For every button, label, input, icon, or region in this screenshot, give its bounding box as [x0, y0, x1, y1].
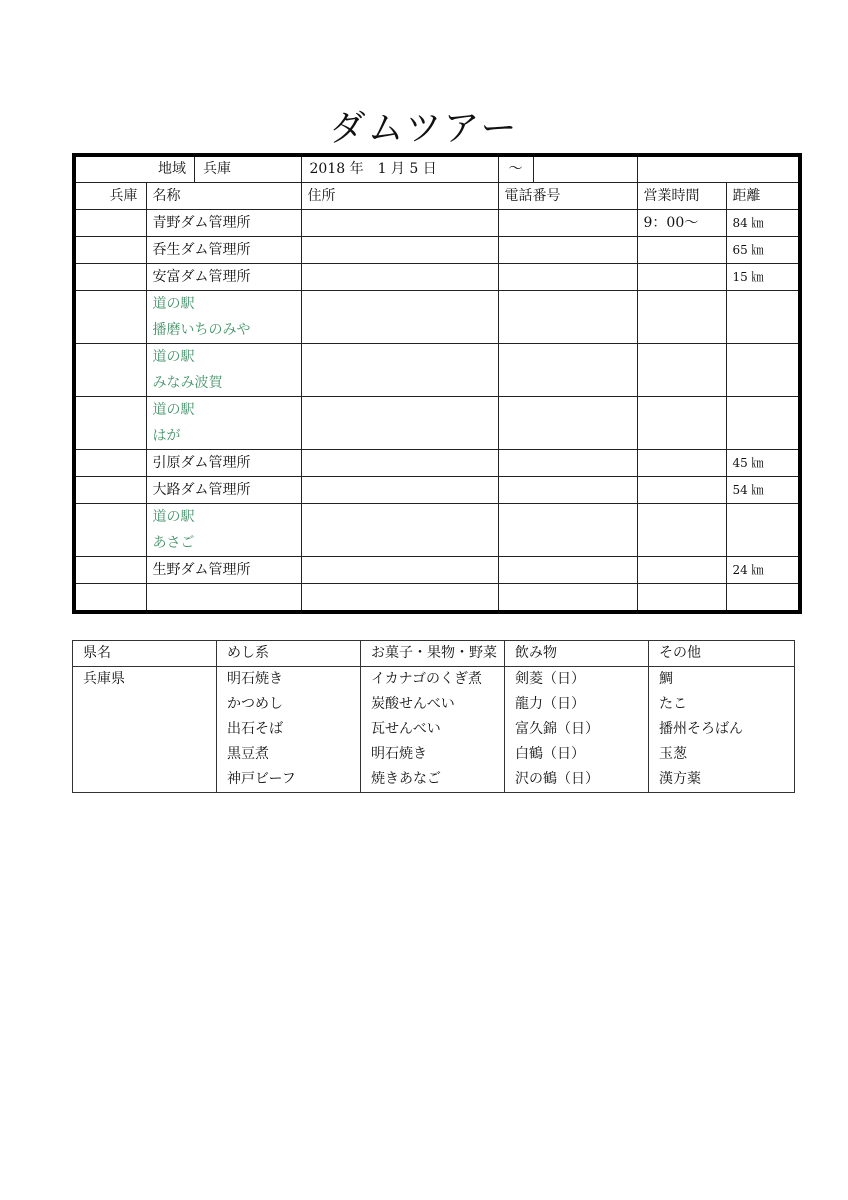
dam-tour-table: [72, 153, 802, 614]
facility-distance: 15 ㎞: [726, 264, 800, 291]
local-food-table: [72, 640, 795, 793]
facility-name: 安富ダム管理所: [146, 264, 301, 291]
food-cell: かつめし: [217, 692, 361, 717]
facility-distance: 45 ㎞: [726, 450, 800, 477]
table-row: [74, 291, 800, 344]
food-col-other: その他: [649, 641, 795, 667]
food-cell: 焼きあなご: [361, 767, 505, 793]
column-header-row: [74, 183, 800, 210]
food-cell: 龍力（日）: [505, 692, 649, 717]
roadside-station-name: [146, 397, 301, 450]
col-hours: 営業時間: [637, 183, 726, 210]
food-row: [73, 692, 795, 717]
table-row: [74, 237, 800, 264]
food-cell: 漢方薬: [649, 767, 795, 793]
facility-distance: 54 ㎞: [726, 477, 800, 504]
food-prefecture: 兵庫県: [73, 667, 217, 693]
col-distance: 距離: [726, 183, 800, 210]
table-row: [74, 450, 800, 477]
food-col-meals: めし系: [217, 641, 361, 667]
table-row-empty: [74, 584, 800, 613]
food-cell: 播州そろばん: [649, 717, 795, 742]
facility-distance: 65 ㎞: [726, 237, 800, 264]
food-cell: 瓦せんべい: [361, 717, 505, 742]
food-cell: 明石焼き: [217, 667, 361, 693]
food-cell: イカナゴのくぎ煮: [361, 667, 505, 693]
food-cell: 剣菱（日）: [505, 667, 649, 693]
food-cell: 出石そば: [217, 717, 361, 742]
station-line-2: 播磨いちのみや: [152, 322, 251, 338]
region-row: [74, 155, 800, 183]
facility-name: 大路ダム管理所: [146, 477, 301, 504]
table-row: [74, 264, 800, 291]
food-row: [73, 717, 795, 742]
food-col-drinks: 飲み物: [505, 641, 649, 667]
food-cell: 鯛: [649, 667, 795, 693]
table-row: [74, 344, 800, 397]
page-title: ダムツアー: [329, 108, 519, 149]
col-pref: 兵庫: [74, 183, 146, 210]
station-line-2: あさご: [152, 535, 195, 551]
food-row: [73, 742, 795, 767]
food-cell: 沢の鶴（日）: [505, 767, 649, 793]
station-line-2: はが: [152, 428, 181, 444]
table-row: [74, 210, 800, 237]
roadside-station-name: [146, 291, 301, 344]
facility-hours: 9：00〜: [637, 210, 726, 237]
roadside-station-name: [146, 344, 301, 397]
table-row: [74, 557, 800, 584]
food-col-pref: 県名: [73, 641, 217, 667]
table-row: [74, 477, 800, 504]
food-cell: 明石焼き: [361, 742, 505, 767]
facility-name: 呑生ダム管理所: [146, 237, 301, 264]
facility-name: 引原ダム管理所: [146, 450, 301, 477]
col-address: 住所: [301, 183, 498, 210]
station-line-2: みなみ波賀: [152, 375, 223, 391]
station-line-1: 道の駅: [152, 296, 195, 312]
col-name: 名称: [146, 183, 301, 210]
food-col-sweets: お菓子・果物・野菜: [361, 641, 505, 667]
station-line-1: 道の駅: [152, 402, 195, 418]
facility-name: 青野ダム管理所: [146, 210, 301, 237]
tour-date: 2018 年 1 月 5 日: [302, 157, 499, 182]
food-cell: 富久錦（日）: [505, 717, 649, 742]
station-line-1: 道の駅: [152, 509, 195, 525]
date-range-mark: 〜: [499, 157, 534, 182]
food-header-row: [73, 641, 795, 667]
facility-name: 生野ダム管理所: [146, 557, 301, 584]
facility-distance: 84 ㎞: [726, 210, 800, 237]
food-cell: 神戸ビーフ: [217, 767, 361, 793]
table-row: [74, 397, 800, 450]
food-cell: 炭酸せんべい: [361, 692, 505, 717]
region-value: 兵庫: [203, 161, 231, 177]
roadside-station-name: [146, 504, 301, 557]
date-end-cell: [637, 155, 800, 183]
food-cell: 玉葱: [649, 742, 795, 767]
food-cell: 黒豆煮: [217, 742, 361, 767]
food-cell: 白鶴（日）: [505, 742, 649, 767]
food-row: [73, 767, 795, 793]
station-line-1: 道の駅: [152, 349, 195, 365]
table-row: [74, 504, 800, 557]
food-row: [73, 667, 795, 693]
col-phone: 電話番号: [498, 183, 637, 210]
region-label: 地域: [76, 157, 195, 182]
food-cell: たこ: [649, 692, 795, 717]
facility-distance: 24 ㎞: [726, 557, 800, 584]
